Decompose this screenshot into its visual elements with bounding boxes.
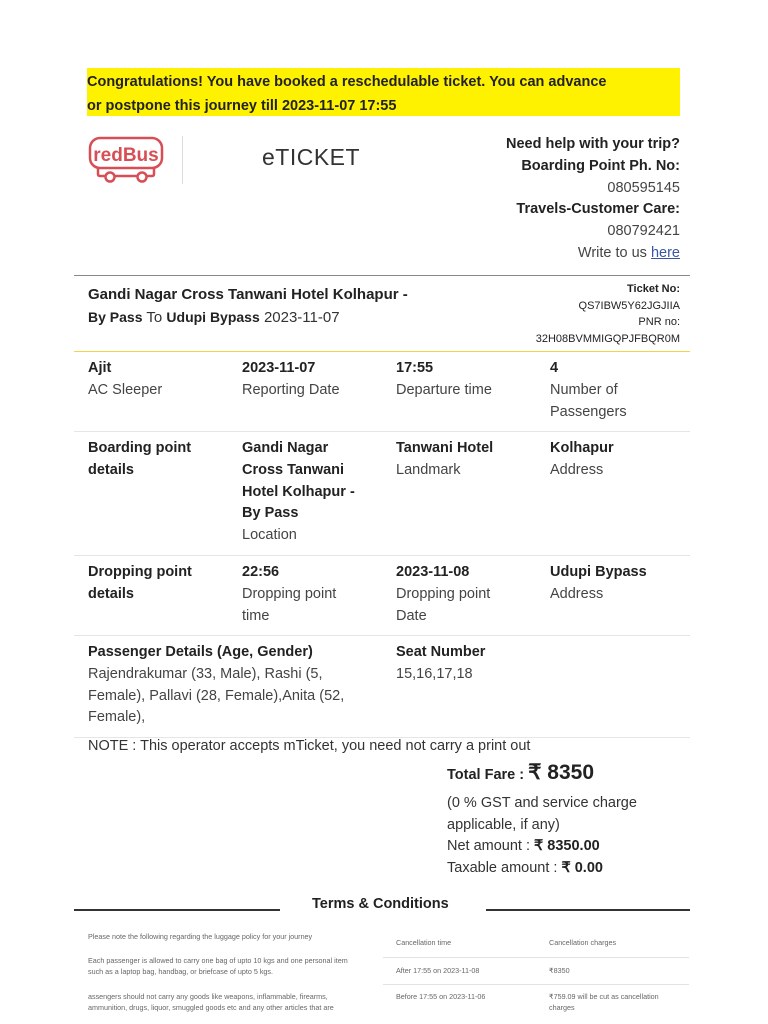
dropping-label-1: Dropping point xyxy=(88,564,192,580)
net-amount-label: Net amount : xyxy=(447,838,531,855)
mticket-note: NOTE : This operator accepts mTicket, you need not carry a print out xyxy=(88,738,531,754)
boarding-location-1: Gandi Nagar xyxy=(242,440,329,456)
dropping-label-2: details xyxy=(88,585,134,602)
boarding-landmark-cell xyxy=(396,438,493,482)
passenger-line-2: Female), Pallavi (28, Female),Anita (52, xyxy=(88,687,345,704)
seat-heading: Seat Number xyxy=(396,644,486,660)
eticket-title: eTICKET xyxy=(262,144,361,170)
boarding-location-2: Cross Tanwani xyxy=(242,461,345,478)
passenger-count-label-2: Passengers xyxy=(550,403,627,420)
taxable-amount-value: ₹ 0.00 xyxy=(561,860,603,877)
route-date: 2023-11-07 xyxy=(263,309,340,326)
boarding-row xyxy=(74,431,690,556)
passengers-cell xyxy=(550,358,627,423)
total-fare-line xyxy=(447,762,637,787)
reporting-date-label: Reporting Date xyxy=(242,381,340,398)
cancellation-time-header: Cancellation time xyxy=(396,938,452,947)
departure-cell xyxy=(396,358,492,402)
reporting-date: 2023-11-07 xyxy=(242,360,316,376)
journey-row xyxy=(74,351,690,432)
cancellation-row-1-time: After 17:55 on 2023-11-08 xyxy=(396,966,480,975)
cancellation-row-2-charge: ₹759.09 will be cut as cancellation xyxy=(549,992,659,1001)
customer-care-label: Travels-Customer Care: xyxy=(516,201,680,218)
logo-divider xyxy=(182,136,183,184)
boarding-location-4: By Pass xyxy=(242,505,299,522)
dropping-date-cell xyxy=(396,562,490,627)
luggage-policy-1-line-1: Each passenger is allowed to carry one bag of upto 10 kgs and one personal item xyxy=(88,956,348,965)
dropping-time: 22:56 xyxy=(242,564,280,580)
taxable-amount-label: Taxable amount : xyxy=(447,860,558,877)
terms-title: Terms & Conditions xyxy=(312,896,449,912)
boarding-phone: 080595145 xyxy=(607,179,680,196)
luggage-policy-2-line-2: ammunition, drugs, liquor, smuggled goods etc and any other articles that are xyxy=(88,1003,334,1012)
boarding-address-label: Address xyxy=(550,461,604,478)
luggage-policy-2-line-1: assengers should not carry any goods like weapons, inflammable, firearms, xyxy=(88,992,328,1001)
total-fare-value: ₹ 8350 xyxy=(528,761,595,784)
cancellation-row-1-charge: ₹8350 xyxy=(549,966,570,975)
boarding-landmark: Tanwani Hotel xyxy=(396,440,494,456)
fare-block xyxy=(447,762,637,880)
bus-type: AC Sleeper xyxy=(88,381,163,398)
passenger-details-cell xyxy=(88,642,388,729)
dropping-time-cell xyxy=(242,562,336,627)
passenger-heading: Passenger Details (Age, Gender) xyxy=(88,644,313,660)
boarding-label-1: Boarding point xyxy=(88,440,192,456)
boarding-location-cell xyxy=(242,438,355,547)
cancellation-table-rule-2 xyxy=(383,984,689,985)
help-block xyxy=(506,134,680,265)
help-heading: Need help with your trip? xyxy=(505,136,680,152)
departure-time-label: Departure time xyxy=(396,381,492,398)
dropping-address: Udupi Bypass xyxy=(550,564,647,580)
terms-rule-right xyxy=(486,909,690,911)
cancellation-table-rule-1 xyxy=(383,957,689,958)
taxable-amount-line xyxy=(447,858,637,880)
dropping-address-cell xyxy=(550,562,647,606)
luggage-policy-1 xyxy=(88,955,378,977)
gst-line-2: applicable, if any) xyxy=(447,816,560,833)
dropping-time-label-2: time xyxy=(242,607,270,624)
operator-name: Ajit xyxy=(88,360,112,376)
passenger-count-label-1: Number of xyxy=(550,381,618,398)
route-summary xyxy=(88,283,508,329)
cancellation-row-2-charge-2: charges xyxy=(549,1003,575,1012)
total-fare-label: Total Fare : xyxy=(447,767,525,783)
net-amount-value: ₹ 8350.00 xyxy=(534,838,600,855)
boarding-location-3: Hotel Kolhapur - xyxy=(242,483,355,500)
boarding-location-label: Location xyxy=(242,527,297,544)
boarding-address: Kolhapur xyxy=(550,440,614,456)
cancellation-row-2-time: Before 17:55 on 2023-11-06 xyxy=(396,992,486,1001)
boarding-label-cell xyxy=(88,438,191,482)
dropping-date-label-1: Dropping point xyxy=(396,585,491,602)
seat-cell xyxy=(396,642,485,686)
net-amount-line xyxy=(447,836,637,858)
pnr-label: PNR no: xyxy=(638,316,680,328)
dropping-time-label-1: Dropping point xyxy=(242,585,337,602)
luggage-policy-2 xyxy=(88,991,378,1013)
reschedule-banner xyxy=(87,68,680,116)
banner-line-2: or postpone this journey till 2023-11-07 17:55 xyxy=(87,98,397,114)
luggage-policy-1-line-2: such as a laptop bag, handbag, or briefcase of upto 5 kgs. xyxy=(88,967,274,976)
ticket-no-label: Ticket No: xyxy=(627,283,680,295)
write-to-us-text: Write to us xyxy=(577,244,647,261)
redbus-logo xyxy=(88,136,184,186)
ticket-no: QS7IBW5Y62JGJIIA xyxy=(578,299,680,312)
here-link[interactable]: here xyxy=(650,244,680,261)
boarding-phone-label: Boarding Point Ph. No: xyxy=(521,157,680,174)
departure-time: 17:55 xyxy=(396,360,434,376)
dropping-address-label: Address xyxy=(550,585,604,602)
route-destination: Udupi Bypass xyxy=(166,309,260,325)
passenger-line-3: Female), xyxy=(88,709,146,726)
dropping-label-cell xyxy=(88,562,192,606)
dropping-row xyxy=(74,555,690,636)
boarding-landmark-label: Landmark xyxy=(396,461,461,478)
banner-line-1: Congratulations! You have booked a reschedulable ticket. You can advance xyxy=(87,74,607,90)
customer-care-phone: 080792421 xyxy=(607,223,680,240)
dropping-date-label-2: Date xyxy=(396,607,427,624)
route-origin-suffix: By Pass xyxy=(88,309,143,325)
route-origin: Gandi Nagar Cross Tanwani Hotel Kolhapur - xyxy=(88,286,408,303)
luggage-intro: Please note the following regarding the luggage policy for your journey xyxy=(88,932,313,941)
passenger-row xyxy=(74,635,690,738)
ticket-info xyxy=(536,281,680,347)
seat-numbers: 15,16,17,18 xyxy=(396,665,473,682)
boarding-address-cell xyxy=(550,438,614,482)
reporting-cell xyxy=(242,358,340,402)
logo-text: redBus xyxy=(93,145,159,166)
passenger-line-1: Rajendrakumar (33, Male), Rashi (5, xyxy=(88,665,323,682)
gst-line-1: (0 % GST and service charge xyxy=(447,794,637,811)
boarding-label-2: details xyxy=(88,461,134,478)
header-divider xyxy=(74,275,690,276)
passenger-count: 4 xyxy=(550,360,559,376)
cancellation-row-2-charge-cell xyxy=(549,991,689,1013)
pnr-no: 32H08BVMMIGQPJFBQR0M xyxy=(535,332,680,345)
cancellation-charges-header: Cancellation charges xyxy=(549,938,617,947)
operator-cell xyxy=(88,358,162,402)
write-to-us xyxy=(506,243,680,265)
dropping-date: 2023-11-08 xyxy=(396,564,470,580)
route-to: To xyxy=(146,309,163,326)
terms-rule-left xyxy=(74,909,280,911)
